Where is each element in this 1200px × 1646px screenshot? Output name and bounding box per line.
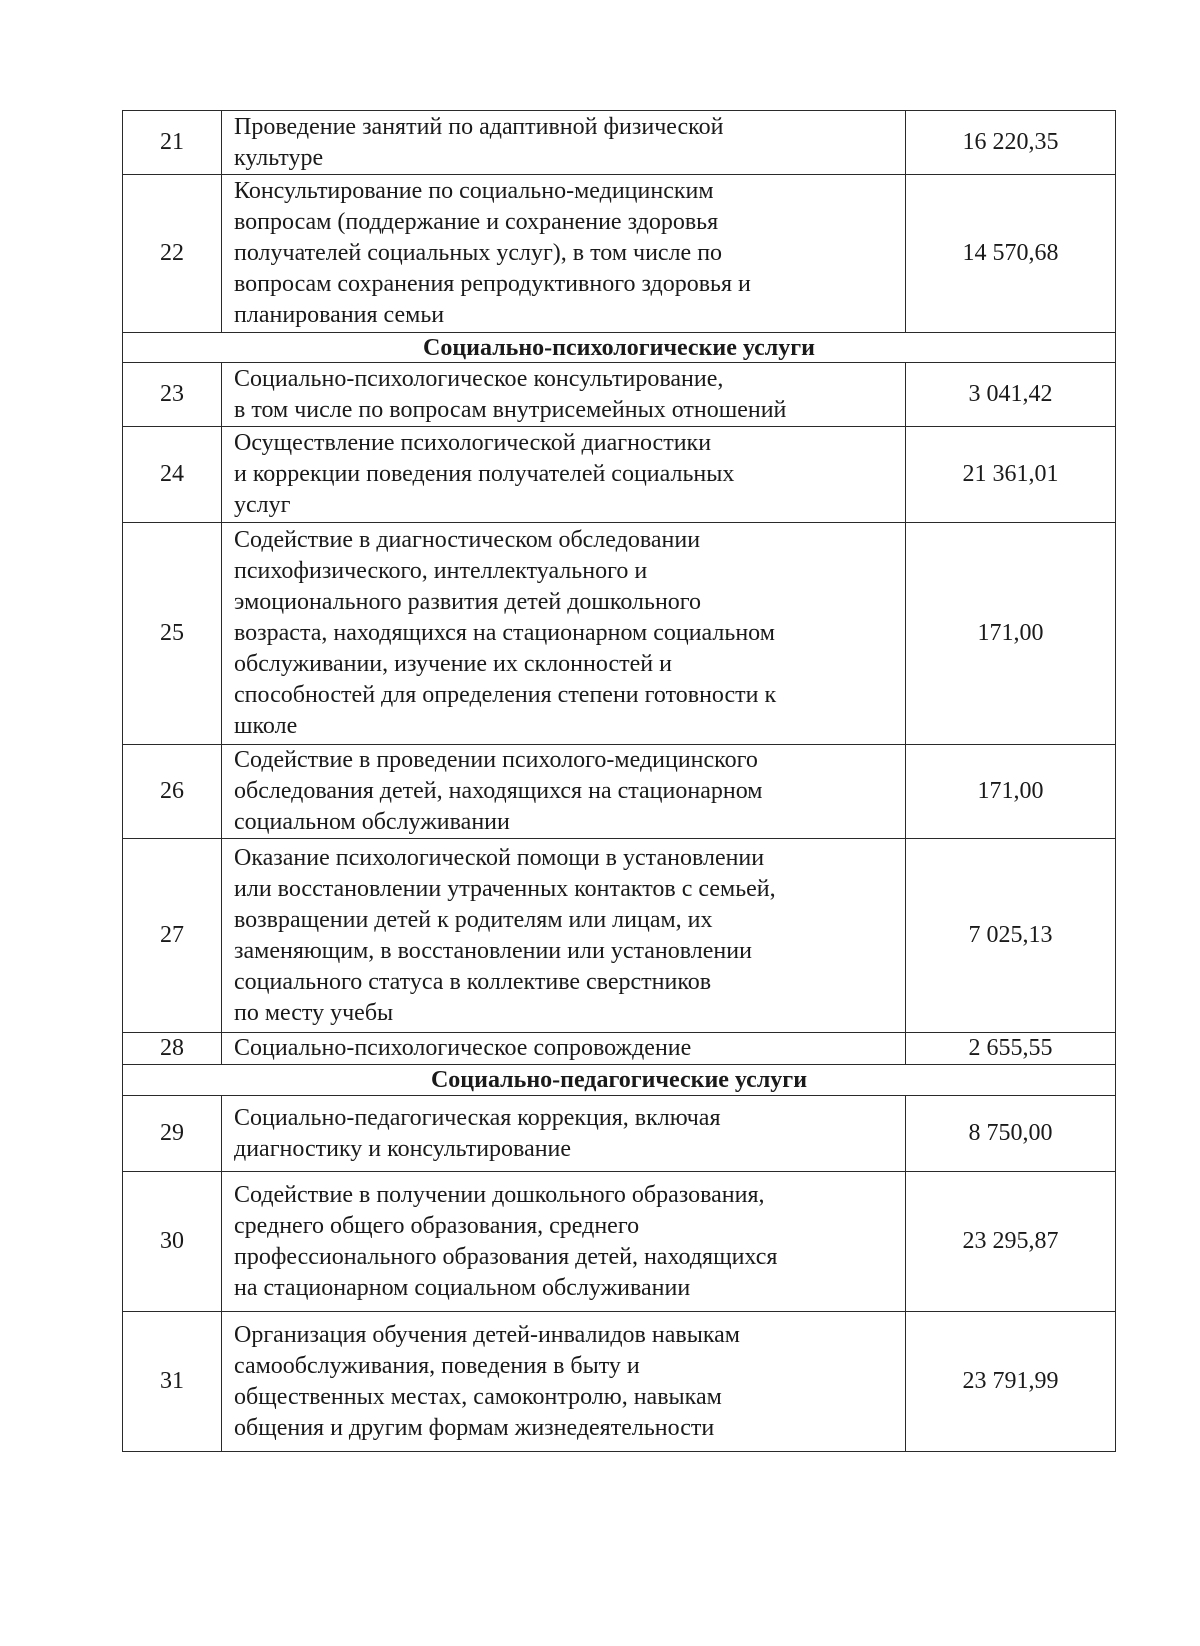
- service-name: [222, 1312, 906, 1452]
- service-name-line: Консультирование по социально-медицинским: [234, 178, 714, 204]
- service-name-line: общения и другим формам жизнедеятельности: [234, 1414, 715, 1441]
- service-name-line: планирования семьи: [234, 302, 445, 328]
- service-row: [123, 1033, 1116, 1065]
- service-name: [222, 839, 906, 1033]
- service-price: 171,00: [906, 745, 1116, 839]
- service-name: [222, 363, 906, 427]
- service-name-line: социальном обслуживании: [234, 809, 510, 835]
- service-row: [123, 1096, 1116, 1172]
- service-name-line: Социально-психологическое консультирование,: [234, 365, 724, 392]
- service-name-line: заменяющим, в восстановлении или установлении: [234, 937, 752, 964]
- service-number: 21: [123, 111, 222, 175]
- service-name-line: вопросам сохранения репродуктивного здоровья и: [234, 271, 751, 297]
- service-name-line: по месту учебы: [234, 999, 394, 1026]
- service-price: 7 025,13: [906, 839, 1116, 1033]
- service-name-line: Проведение занятий по адаптивной физической: [234, 113, 724, 140]
- service-name: [222, 1096, 906, 1172]
- service-name-line: возвращении детей к родителям или лицам, их: [234, 906, 713, 933]
- service-number: 25: [123, 523, 222, 745]
- service-price: 23 295,87: [906, 1172, 1116, 1312]
- service-name: [222, 111, 906, 175]
- service-name: [222, 523, 906, 745]
- service-name-line: профессионального образования детей, находящихся: [234, 1243, 778, 1270]
- service-price: 171,00: [906, 523, 1116, 745]
- service-number: 22: [123, 175, 222, 333]
- service-name-line: Оказание психологической помощи в установлении: [234, 844, 765, 871]
- service-price: 23 791,99: [906, 1312, 1116, 1452]
- service-row: [123, 523, 1116, 745]
- service-row: [123, 427, 1116, 523]
- service-name-line: в том числе по вопросам внутрисемейных отношений: [234, 396, 787, 423]
- service-name-line: обследования детей, находящихся на стационарном: [234, 778, 763, 804]
- tariff-table-page: [122, 110, 1116, 1452]
- service-name-line: психофизического, интеллектуального и: [234, 558, 648, 584]
- service-name-line: Организация обучения детей-инвалидов навыкам: [234, 1321, 740, 1348]
- service-name: [222, 427, 906, 523]
- service-number: 26: [123, 745, 222, 839]
- service-number: 24: [123, 427, 222, 523]
- service-number: 27: [123, 839, 222, 1033]
- service-price: 14 570,68: [906, 175, 1116, 333]
- service-name-line: среднего общего образования, среднего: [234, 1212, 640, 1239]
- service-name: [222, 745, 906, 839]
- service-name-line: культуре: [234, 144, 324, 171]
- service-price: 3 041,42: [906, 363, 1116, 427]
- service-name-line: Социально-педагогическая коррекция, включая: [234, 1104, 721, 1131]
- service-number: 29: [123, 1096, 222, 1172]
- service-number: 23: [123, 363, 222, 427]
- service-name-line: Осуществление психологической диагностики: [234, 430, 712, 456]
- section-header-row: [123, 333, 1116, 363]
- service-name: [222, 175, 906, 333]
- service-name: [222, 1172, 906, 1312]
- service-name: [222, 1033, 906, 1065]
- service-price: 16 220,35: [906, 111, 1116, 175]
- service-price: 21 361,01: [906, 427, 1116, 523]
- service-row: [123, 1172, 1116, 1312]
- service-name-line: общественных местах, самоконтролю, навыкам: [234, 1383, 722, 1410]
- section-title: Социально-педагогические услуги: [123, 1065, 1116, 1096]
- service-name-line: школе: [234, 713, 298, 739]
- section-header-row: [123, 1065, 1116, 1096]
- service-name-line: обслуживании, изучение их склонностей и: [234, 651, 672, 677]
- service-number: 31: [123, 1312, 222, 1452]
- service-name-line: Содействие в диагностическом обследовании: [234, 527, 701, 553]
- service-row: [123, 1312, 1116, 1452]
- service-name-line: Содействие в проведении психолого-медицинского: [234, 747, 758, 773]
- service-row: [123, 111, 1116, 175]
- service-name-line: или восстановлении утраченных контактов с семьей,: [234, 875, 776, 902]
- service-name-line: получателей социальных услуг), в том числе по: [234, 240, 723, 266]
- service-row: [123, 363, 1116, 427]
- service-name-line: способностей для определения степени готовности к: [234, 682, 777, 708]
- section-title: Социально-психологические услуги: [123, 333, 1116, 363]
- service-row: [123, 745, 1116, 839]
- service-name-line: Содействие в получении дошкольного образования,: [234, 1181, 765, 1208]
- service-name-line: самообслуживания, поведения в быту и: [234, 1352, 640, 1379]
- tariff-table: [122, 110, 1116, 1452]
- tariff-table-body: [123, 111, 1116, 1452]
- service-number: 30: [123, 1172, 222, 1312]
- service-name-line: и коррекции поведения получателей социальных: [234, 461, 735, 487]
- service-name-line: возраста, находящихся на стационарном социальном: [234, 620, 775, 646]
- service-number: 28: [123, 1033, 222, 1065]
- service-name-line: услуг: [234, 492, 291, 518]
- service-name-line: на стационарном социальном обслуживании: [234, 1274, 691, 1301]
- service-name-line: диагностику и консультирование: [234, 1135, 572, 1162]
- service-row: [123, 175, 1116, 333]
- service-row: [123, 839, 1116, 1033]
- service-name-line: эмоционального развития детей дошкольного: [234, 589, 702, 615]
- service-price: 8 750,00: [906, 1096, 1116, 1172]
- service-name-line: социального статуса в коллективе сверстников: [234, 968, 712, 995]
- service-name-line: Социально-психологическое сопровождение: [234, 1035, 692, 1061]
- service-name-line: вопросам (поддержание и сохранение здоровья: [234, 209, 719, 235]
- service-price: 2 655,55: [906, 1033, 1116, 1065]
